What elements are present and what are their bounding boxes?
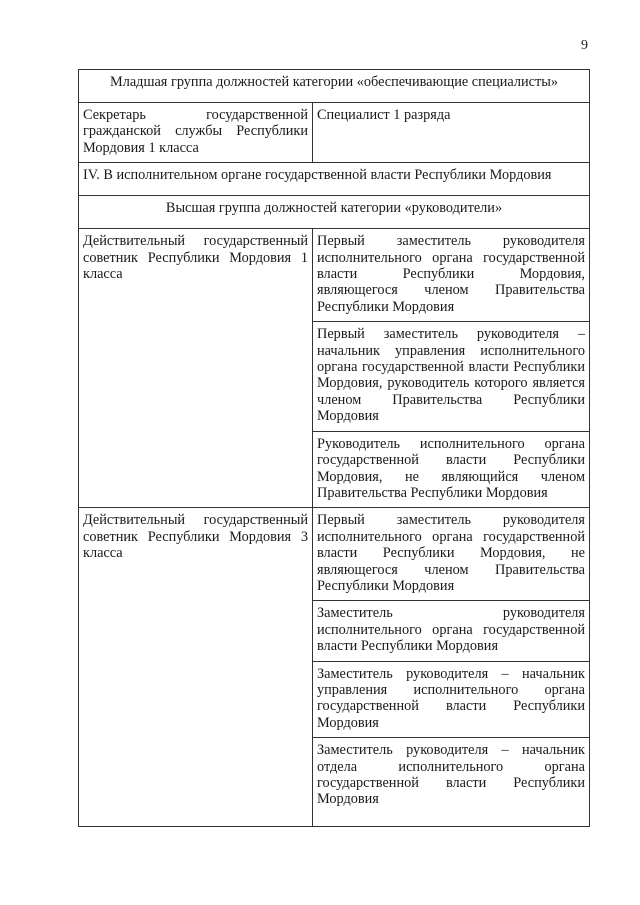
secretary-rank-text: Секретарь государственной гражданской службы Республики Мордовия 1 класса: [83, 107, 308, 156]
position-text: Заместитель руководителя исполнительного органа государственной власти Республики Мордовия: [317, 605, 586, 655]
rank-text-3: Действительный государственный советник Республики Мордовия 3 класса: [83, 512, 308, 562]
table-row: [79, 163, 590, 196]
position-text: Первый заместитель руководителя исполнительного органа государственной власти Республики Мордовия, являющегося членом Правительства Республики Мордовия: [317, 233, 586, 315]
section-iv-heading: IV. В исполнительном органе государственной власти Республики Мордовия: [79, 163, 590, 196]
table-row: [79, 229, 590, 322]
position-cell: [313, 601, 590, 661]
specialist-position-cell: Специалист 1 разряда: [313, 103, 590, 163]
position-text: Первый заместитель руководителя – начальник управления исполнительного органа государственной власти Республики Мордовия, руководитель которого является членом Правительства Республики Мордовия: [317, 326, 586, 425]
position-cell: [313, 322, 590, 431]
rank-cell-3: [79, 508, 313, 827]
junior-group-header: Младшая группа должностей категории «обеспечивающие специалисты»: [79, 70, 590, 103]
position-text: Заместитель руководителя – начальник управления исполнительного органа государственной власти Республики Мордовия: [317, 665, 586, 731]
rank-text-1: Действительный государственный советник Республики Мордовия 1 класса: [83, 233, 308, 283]
position-text: Руководитель исполнительного органа государственной власти Республики Мордовия, не являющийся членом Правительства Республики Мордовия: [317, 435, 586, 501]
table-row: [79, 196, 590, 229]
position-text: Заместитель руководителя – начальник отдела исполнительного органа государственной власти Республики Мордовия: [317, 742, 586, 808]
position-cell: [313, 738, 590, 827]
table-row: [79, 103, 590, 163]
position-cell: [313, 229, 590, 322]
position-text: Первый заместитель руководителя исполнительного органа государственной власти Республики Мордовия, не являющегося членом Правительства Республики Мордовия: [317, 512, 586, 594]
position-cell: [313, 661, 590, 738]
positions-table: [78, 69, 590, 827]
rank-cell-1: [79, 229, 313, 508]
senior-group-header: Высшая группа должностей категории «руководители»: [79, 196, 590, 229]
position-cell: [313, 431, 590, 508]
position-cell: [313, 508, 590, 601]
table-row: [79, 70, 590, 103]
secretary-rank-cell: [79, 103, 313, 163]
table-row: [79, 508, 590, 601]
page-number: 9: [581, 38, 588, 53]
